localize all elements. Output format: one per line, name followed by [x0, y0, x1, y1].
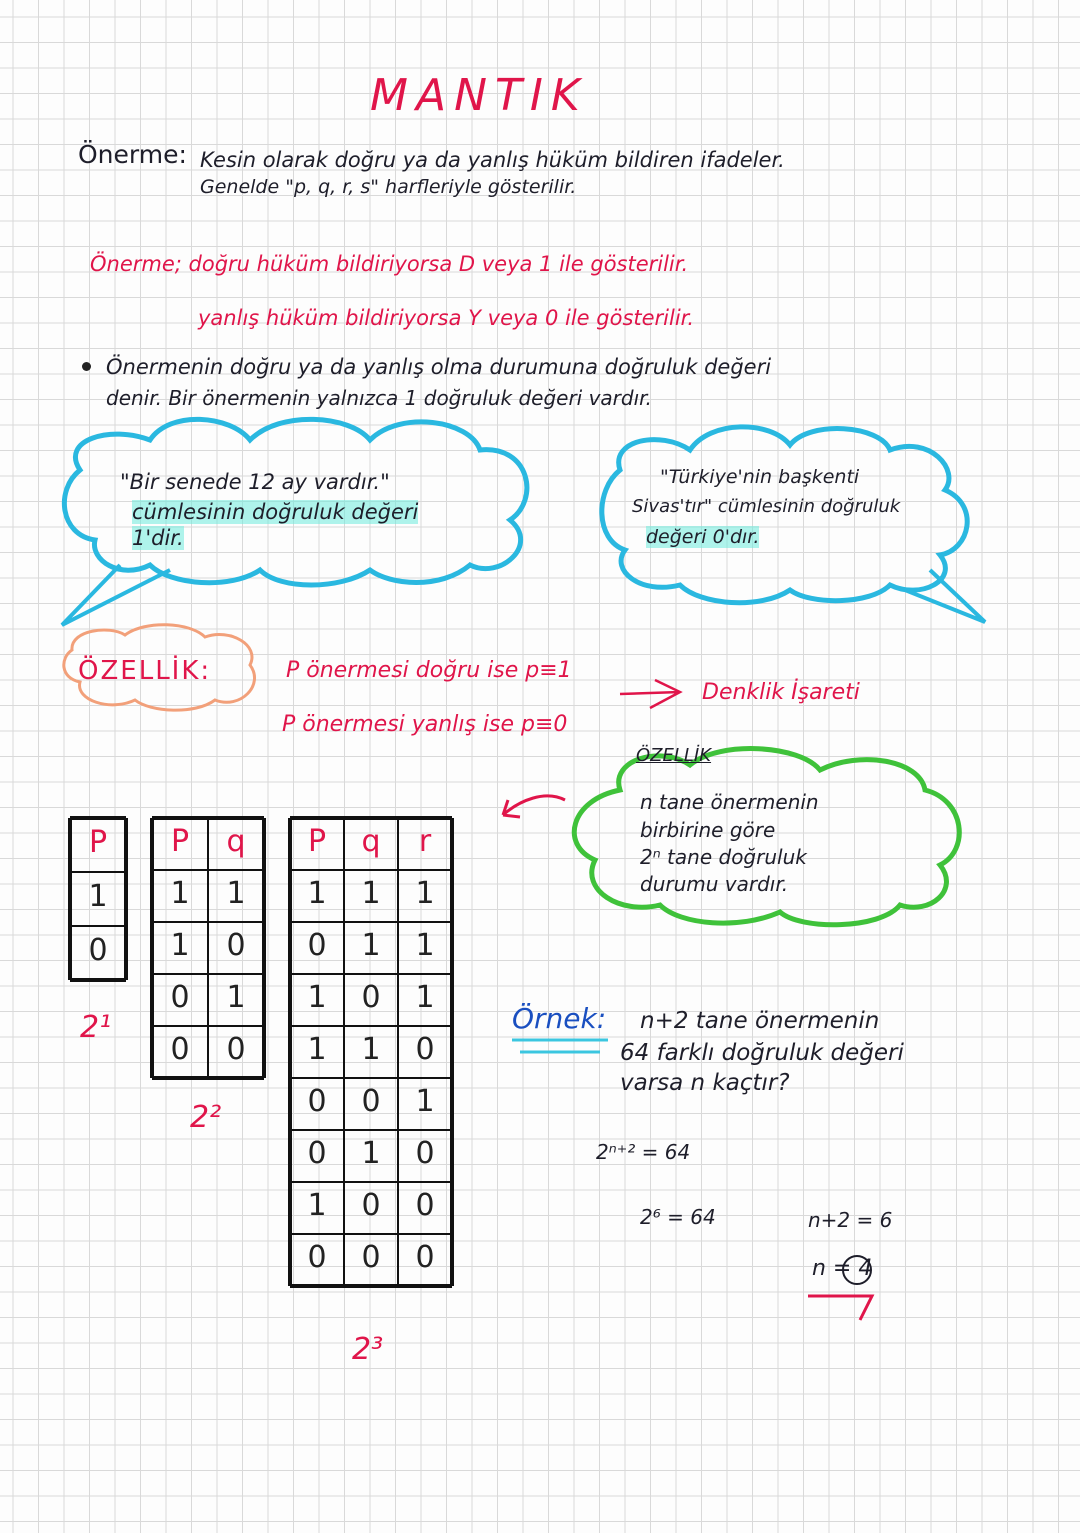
t3-cell: 1: [415, 876, 435, 911]
definition-label: Önerme:: [78, 140, 187, 169]
t3-cell: 0: [415, 1032, 435, 1067]
t3-cell: 1: [361, 876, 381, 911]
rule-line-1: Önerme; doğru hüküm bildiriyorsa D veya 1 ile gösterilir.: [90, 252, 689, 276]
example-step-3: n+2 = 6: [808, 1208, 893, 1232]
t3-cell: 1: [361, 928, 381, 963]
t3-cell: 0: [307, 1084, 327, 1119]
example-step-2: 2⁶ = 64: [640, 1205, 716, 1229]
t3-cell: 1: [415, 980, 435, 1015]
page-title: MANTIK: [370, 70, 588, 121]
t2-header-cell: q: [226, 824, 246, 859]
t3-header-cell: P: [307, 824, 327, 859]
t2-cell: 0: [226, 1032, 246, 1067]
t1-caption: 2¹: [80, 1010, 112, 1045]
t1-header-cell: P: [88, 825, 108, 860]
ozellik-line-1: P önermesi doğru ise p≡1: [286, 658, 572, 683]
cloud-left-line-3: 1'dir.: [132, 526, 184, 550]
cloud-left-line-2: cümlesinin doğruluk değeri: [132, 500, 419, 524]
t3-caption: 2³: [352, 1332, 384, 1367]
definition-line-1: Kesin olarak doğru ya da yanlış hüküm bildiren ifadeler.: [200, 148, 785, 172]
t3-cell: 0: [307, 1136, 327, 1171]
t3-cell: 0: [361, 980, 381, 1015]
cloud-green-line-1: n tane önermenin: [640, 790, 819, 814]
t3-cell: 0: [415, 1136, 435, 1171]
t3-cell: 1: [307, 1188, 327, 1223]
t3-cell: 1: [415, 1084, 435, 1119]
t3-cell: 1: [361, 1136, 381, 1171]
bullet-line-2: denir. Bir önermenin yalnızca 1 doğruluk değeri vardır.: [106, 386, 652, 410]
example-answer: n = 4: [812, 1256, 873, 1281]
ozellik-label: ÖZELLİK:: [78, 656, 212, 686]
t1-cell: 0: [88, 933, 108, 968]
t3-cell: 1: [307, 1032, 327, 1067]
t2-cell: 1: [226, 876, 246, 911]
t3-cell: 0: [361, 1084, 381, 1119]
example-line-1: n+2 tane önermenin: [640, 1008, 880, 1034]
t2-cell: 1: [226, 980, 246, 1015]
cloud-right-line-2: Sivas'tır" cümlesinin doğruluk: [632, 496, 901, 517]
rule-line-2: yanlış hüküm bildiriyorsa Y veya 0 ile gösterilir.: [198, 306, 695, 330]
t3-cell: 1: [415, 928, 435, 963]
t2-header-cell: P: [170, 824, 190, 859]
t3-cell: 1: [361, 1032, 381, 1067]
cloud-right-line-1: "Türkiye'nin başkenti: [660, 466, 860, 488]
example-step-1: 2ⁿ⁺² = 64: [596, 1140, 691, 1164]
t3-cell: 0: [361, 1240, 381, 1275]
t3-header-cell: r: [418, 824, 432, 859]
example-label: Örnek:: [512, 1002, 607, 1035]
cloud-right-line-3: değeri 0'dır.: [646, 526, 760, 548]
t3-cell: 0: [415, 1240, 435, 1275]
definition-line-2: Genelde "p, q, r, s" harfleriyle gösterilir.: [200, 176, 577, 198]
cloud-green-line-3: 2ⁿ tane doğruluk: [640, 845, 807, 869]
t2-caption: 2²: [190, 1100, 222, 1135]
t2-cell: 0: [170, 980, 190, 1015]
t3-header-cell: q: [361, 824, 381, 859]
t2-cell: 0: [170, 1032, 190, 1067]
cloud-green-line-4: durumu vardır.: [640, 872, 789, 896]
bullet-line-1: Önermenin doğru ya da yanlış olma durumuna doğruluk değeri: [106, 355, 772, 379]
t2-cell: 1: [170, 928, 190, 963]
t3-cell: 1: [307, 876, 327, 911]
denklik-label: Denklik İşareti: [702, 680, 860, 705]
t3-cell: 0: [415, 1188, 435, 1223]
t3-cell: 0: [307, 928, 327, 963]
ozellik-line-2: P önermesi yanlış ise p≡0: [282, 712, 568, 737]
t2-cell: 1: [170, 876, 190, 911]
t3-cell: 1: [307, 980, 327, 1015]
t2-cell: 0: [226, 928, 246, 963]
t3-cell: 0: [361, 1188, 381, 1223]
cloud-green-heading: ÖZELLİK: [636, 745, 712, 766]
example-line-2: 64 farklı doğruluk değeri: [620, 1040, 904, 1066]
cloud-left-line-1: "Bir senede 12 ay vardır.": [120, 470, 390, 494]
example-line-3: varsa n kaçtır?: [620, 1070, 790, 1096]
t3-cell: 0: [307, 1240, 327, 1275]
t1-cell: 1: [88, 879, 108, 914]
cloud-green-line-2: birbirine göre: [640, 818, 776, 842]
